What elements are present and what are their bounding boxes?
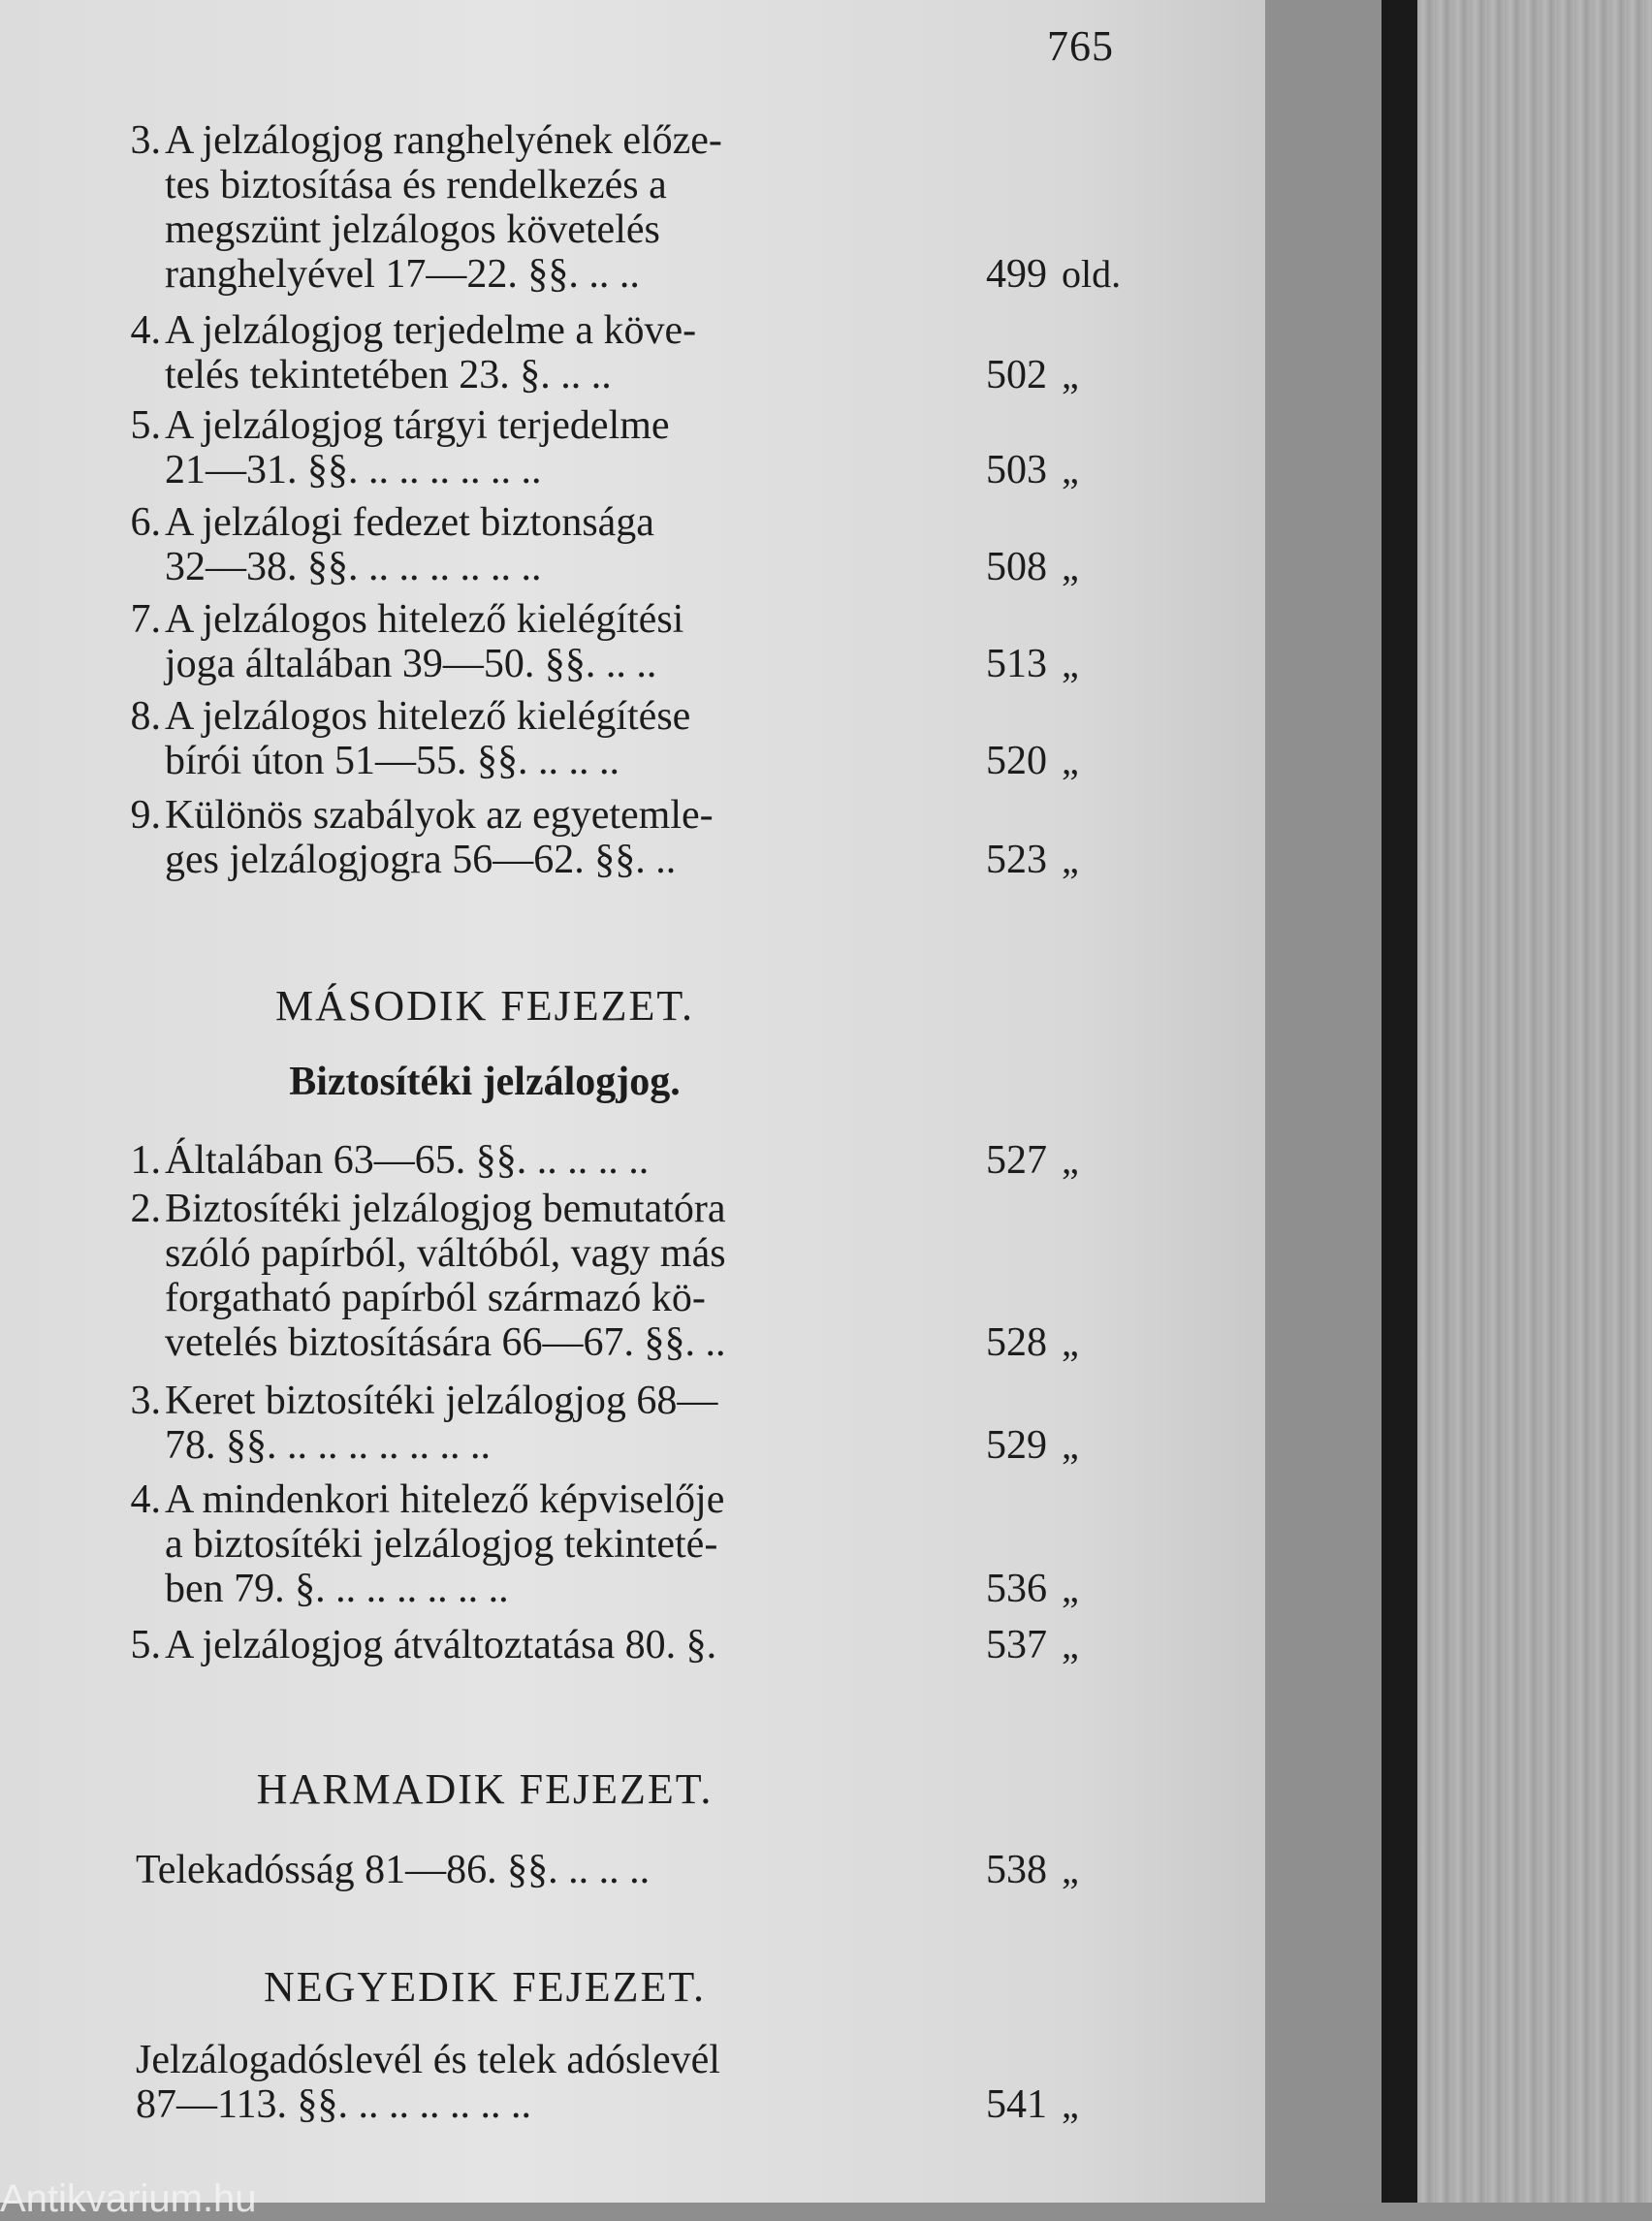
toc-entry-line: A jelzálogos hitelező kielégítési: [165, 597, 684, 642]
toc-entry-number: 7.: [130, 597, 161, 642]
toc-entry-line: 78. §§. .. .. .. .. .. .. ..: [165, 1423, 491, 1468]
toc-entry-unit: „: [1062, 1623, 1079, 1666]
chapter-heading: MÁSODIK FEJEZET.: [274, 982, 695, 1030]
toc-entry-unit: „: [1062, 642, 1079, 685]
toc-entry-number: 2.: [130, 1187, 161, 1231]
toc-entry: [107, 1138, 1154, 1183]
toc-entry-page: 523: [986, 838, 1047, 882]
toc-entry: [107, 1623, 1154, 1667]
book-cover-edge: [1417, 0, 1652, 2203]
toc-entry-unit: „: [1062, 838, 1079, 881]
toc-entry-page: 541: [986, 2082, 1047, 2127]
toc-entry-number: 4.: [130, 308, 161, 353]
toc-entry-number: 3.: [130, 1379, 161, 1423]
toc-entry: [107, 1848, 1154, 1892]
page-number: 765: [1047, 22, 1114, 70]
toc-entry: [107, 1379, 1154, 1468]
toc-entry-number: 4.: [130, 1477, 161, 1522]
toc-entry-number: 6.: [130, 500, 161, 545]
toc-entry-line: ranghelyével 17—22. §§. .. ..: [165, 252, 640, 297]
binding-shadow: [1382, 0, 1417, 2203]
toc-entry-page: 520: [986, 739, 1047, 783]
toc-entry-number: 5.: [130, 403, 161, 448]
toc-entry-unit: „: [1062, 353, 1079, 397]
toc-entry-line: A jelzálogjog átváltoztatása 80. §.: [165, 1623, 717, 1667]
toc-entry-line: ges jelzálogjogra 56—62. §§. ..: [165, 838, 677, 882]
toc-entry-line: 32—38. §§. .. .. .. .. .. ..: [165, 545, 542, 589]
toc-entry-line: 21—31. §§. .. .. .. .. .. ..: [165, 448, 542, 492]
toc-entry-unit: „: [1062, 1320, 1079, 1364]
toc-entry-line: ben 79. §. .. .. .. .. .. ..: [165, 1567, 509, 1611]
toc-entry-page: 513: [986, 642, 1047, 686]
toc-entry-line: bírói úton 51—55. §§. .. .. ..: [165, 739, 620, 783]
toc-entry-line: Jelzálogadóslevél és telek adóslevél: [136, 2038, 720, 2082]
toc-entry-line: szóló papírból, váltóból, vagy más: [165, 1231, 726, 1276]
toc-entry-page: 537: [986, 1623, 1047, 1667]
toc-entry-page: 538: [986, 1848, 1047, 1892]
toc-entry-page: 499: [986, 252, 1047, 297]
toc-entry-line: telés tekintetében 23. §. .. ..: [165, 353, 612, 397]
chapter-heading: NEGYEDIK FEJEZET.: [264, 1963, 706, 2011]
toc-entry-line: megszünt jelzálogos követelés: [165, 207, 660, 252]
toc-entry-line: Különös szabályok az egyetemle-: [165, 793, 714, 838]
toc-entry-line: Biztosítéki jelzálogjog bemutatóra: [165, 1187, 726, 1231]
toc-entry-unit: „: [1062, 1138, 1079, 1182]
toc-entry-line: a biztosítéki jelzálogjog tekinteté-: [165, 1522, 718, 1567]
toc-entry-page: 527: [986, 1138, 1047, 1183]
chapter-subtitle: Biztosítéki jelzálogjog.: [289, 1060, 681, 1104]
toc-entry-line: Általában 63—65. §§. .. .. .. ..: [165, 1138, 650, 1183]
toc-entry-page: 502: [986, 353, 1047, 397]
watermark: Antikvarium.hu: [0, 2177, 257, 2220]
toc-entry: [107, 1477, 1154, 1611]
toc-entry-page: 536: [986, 1567, 1047, 1611]
toc-entry-line: A mindenkori hitelező képviselője: [165, 1477, 725, 1522]
toc-entry-line: A jelzálogos hitelező kielégítése: [165, 694, 691, 739]
toc-entry: [107, 793, 1154, 882]
chapter-heading: HARMADIK FEJEZET.: [256, 1765, 714, 1813]
toc-entry-line: Keret biztosítéki jelzálogjog 68—: [165, 1379, 718, 1423]
toc-entry-page: 528: [986, 1320, 1047, 1365]
toc-entry-page: 529: [986, 1423, 1047, 1468]
toc-entry-number: 5.: [130, 1623, 161, 1667]
toc-entry-line: 87—113. §§. .. .. .. .. .. ..: [136, 2082, 531, 2127]
toc-entry-line: Telekadósság 81—86. §§. .. .. ..: [136, 1848, 651, 1892]
toc-entry-line: A jelzálogi fedezet biztonsága: [165, 500, 654, 545]
toc-entry-line: A jelzálogjog ranghelyének előze-: [165, 118, 722, 163]
toc-entry: [107, 2038, 1154, 2127]
page-edge: [1265, 0, 1382, 2203]
toc-entry-number: 8.: [130, 694, 161, 739]
toc-entry: [107, 308, 1154, 397]
toc-entry: [107, 118, 1154, 297]
toc-entry-unit: „: [1062, 1423, 1079, 1467]
toc-entry-unit: „: [1062, 2082, 1079, 2126]
toc-entry-unit: „: [1062, 448, 1079, 492]
toc-entry-unit: „: [1062, 1567, 1079, 1610]
toc-entry-line: joga általában 39—50. §§. .. ..: [165, 642, 657, 686]
toc-entry-number: 1.: [130, 1138, 161, 1183]
toc-entry: [107, 403, 1154, 492]
toc-entry-line: A jelzálogjog tárgyi terjedelme: [165, 403, 670, 448]
toc-entry-line: A jelzálogjog terjedelme a köve-: [165, 308, 697, 353]
toc-entry-line: tes biztosítása és rendelkezés a: [165, 163, 667, 207]
toc-entry-number: 3.: [130, 118, 161, 163]
toc-entry-unit: „: [1062, 1848, 1079, 1891]
toc-entry: [107, 597, 1154, 686]
toc-entry: [107, 694, 1154, 783]
toc-entry-page: 503: [986, 448, 1047, 492]
toc-entry: [107, 500, 1154, 589]
toc-entry-line: forgatható papírból származó kö-: [165, 1276, 706, 1320]
toc-entry-unit: „: [1062, 545, 1079, 588]
toc-entry-unit: „: [1062, 739, 1079, 782]
toc-entry: [107, 1187, 1154, 1365]
toc-entry-number: 9.: [130, 793, 161, 838]
toc-entry-page: 508: [986, 545, 1047, 589]
toc-entry-line: vetelés biztosítására 66—67. §§. ..: [165, 1320, 726, 1365]
toc-entry-unit: old.: [1062, 252, 1122, 296]
